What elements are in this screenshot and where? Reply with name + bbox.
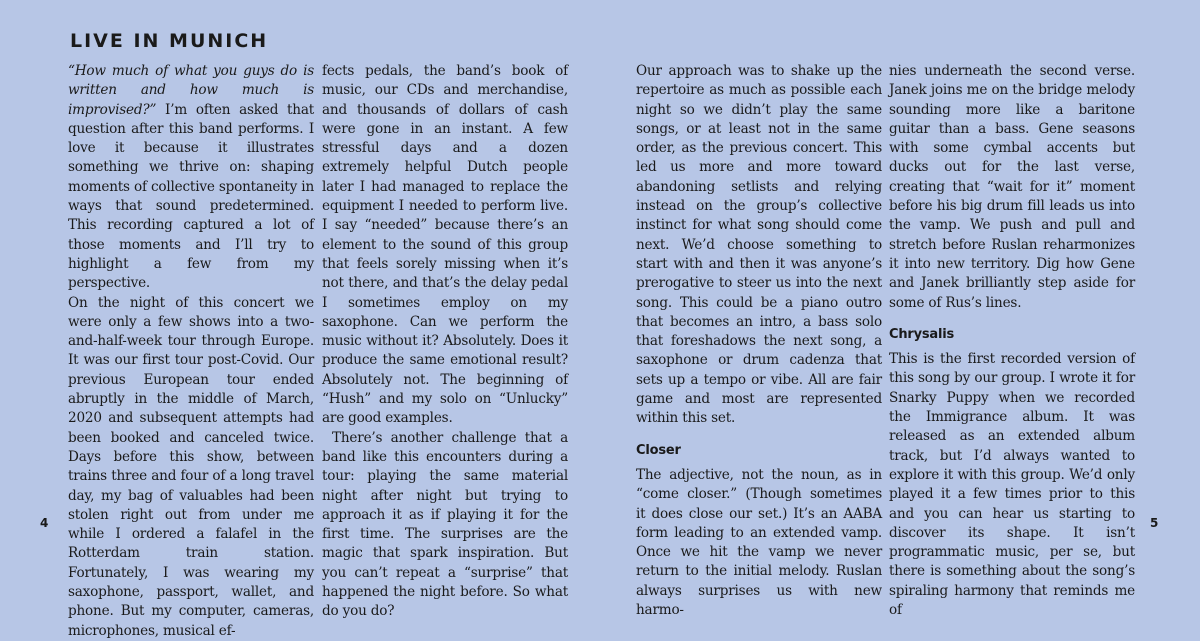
paragraph: The adjective, not the noun, as in “come closer.” (Though sometimes it does close our set.) It’s an AABA form leading to an extended vamp. Once we hit the vamp we never return to the initial melody. Ruslan always surprises us with new harmo-: [636, 466, 882, 619]
page-number-left: 4: [40, 516, 49, 530]
paragraph: [68, 62, 314, 294]
text-column-1: [68, 62, 314, 641]
paragraph: This is the first recorded version of this song by our group. I wrote it for Snarky Puppy when we recorded the Immigrance album. It was released as an extended album track, but I’d always wanted to explore it with this group. We’d only played it a few times prior to this and you can hear us starting to discover its shape. It isn’t programmatic music, per se, but there is something about the song’s spiraling harmony that reminds me of: [889, 351, 1135, 619]
text-column-2: [322, 62, 568, 622]
section-heading-closer: Closer: [636, 442, 681, 458]
paragraph: Our approach was to shake up the repertoire as much as possible each night so we didn’t play the same songs, or at least not in the same order, as the previous concert. This led us more and more toward abandoning setlists and relying instead on the group’s collective instinct for what song should come next. We’d choose something to start with and then it was anyone’s prerogative to steer us into the next song. This could be a piano outro that becomes an intro, a bass solo that foreshadows the next song, a saxophone or drum cadenza that sets up a tempo or vibe. All are fair game and most are represented within this set.: [636, 63, 882, 427]
page-number-right: 5: [1150, 516, 1159, 530]
paragraph: On the night of this concert we were only a few shows into a two-and-half-week tour through Europe. It was our first tour post-Covid. Our previous European tour ended abruptly in the middle of March, 2020 and subsequent attempts had been booked and canceled twice. Days before this show, between trains three and four of a long travel day, my bag of valuables had been stolen right out from under me while I ordered a falafel in the Rotterdam train station. Fortunately, I was wearing my saxophone, passport, wallet, and phone. But my computer, cameras, microphones, musical ef-: [68, 294, 314, 639]
opening-quote: “How much of what you guys do is written and how much is improvised?”: [68, 63, 314, 118]
section-heading-chrysalis: Chrysalis: [889, 326, 955, 342]
page-title: LIVE IN MUNICH: [70, 30, 269, 52]
paragraph: There’s another challenge that a band like this encounters during a tour: playing the same material night after night but trying to approach it as if playing it for the first time. The surprises are the magic that spark inspiration. But you can’t repeat a “surprise” that happened the night before. So what do you do?: [322, 429, 568, 620]
paragraph: nies underneath the second verse. Janek joins me on the bridge melody sounding more like a baritone guitar than a bass. Gene seasons with some cymbal accents but ducks out for the last verse, creating that “wait for it” moment before his big drum fill leads us into the vamp. We push and pull and stretch before Ruslan reharmonizes it into new territory. Dig how Gene and Janek brilliantly step aside for some of Rus’s lines.: [889, 63, 1135, 311]
text-column-3: [636, 62, 882, 620]
text-column-4: [889, 62, 1135, 620]
paragraph: fects pedals, the band’s book of music, our CDs and merchandise, and thousands of dollars of cash were gone in an instant. A few stressful days and a dozen extremely helpful Dutch people later I had managed to replace the equipment I needed to perform live. I say “needed” because there’s an element to the sound of this group that feels sorely missing when it’s not there, and that’s the delay pedal I sometimes employ on my saxophone. Can we perform the music without it? Absolutely. Does it produce the same emotional result? Absolutely not. The beginning of “Hush” and my solo on “Unlucky” are good examples.: [322, 63, 568, 427]
paragraph-text: I’m often asked that question after this band performs. I love it because it illustrates something we thrive on: shaping moments of collective spontaneity in ways that sound predetermined. This recording captured a lot of those moments and I’ll try to highlight a few from my perspective.: [68, 101, 314, 292]
